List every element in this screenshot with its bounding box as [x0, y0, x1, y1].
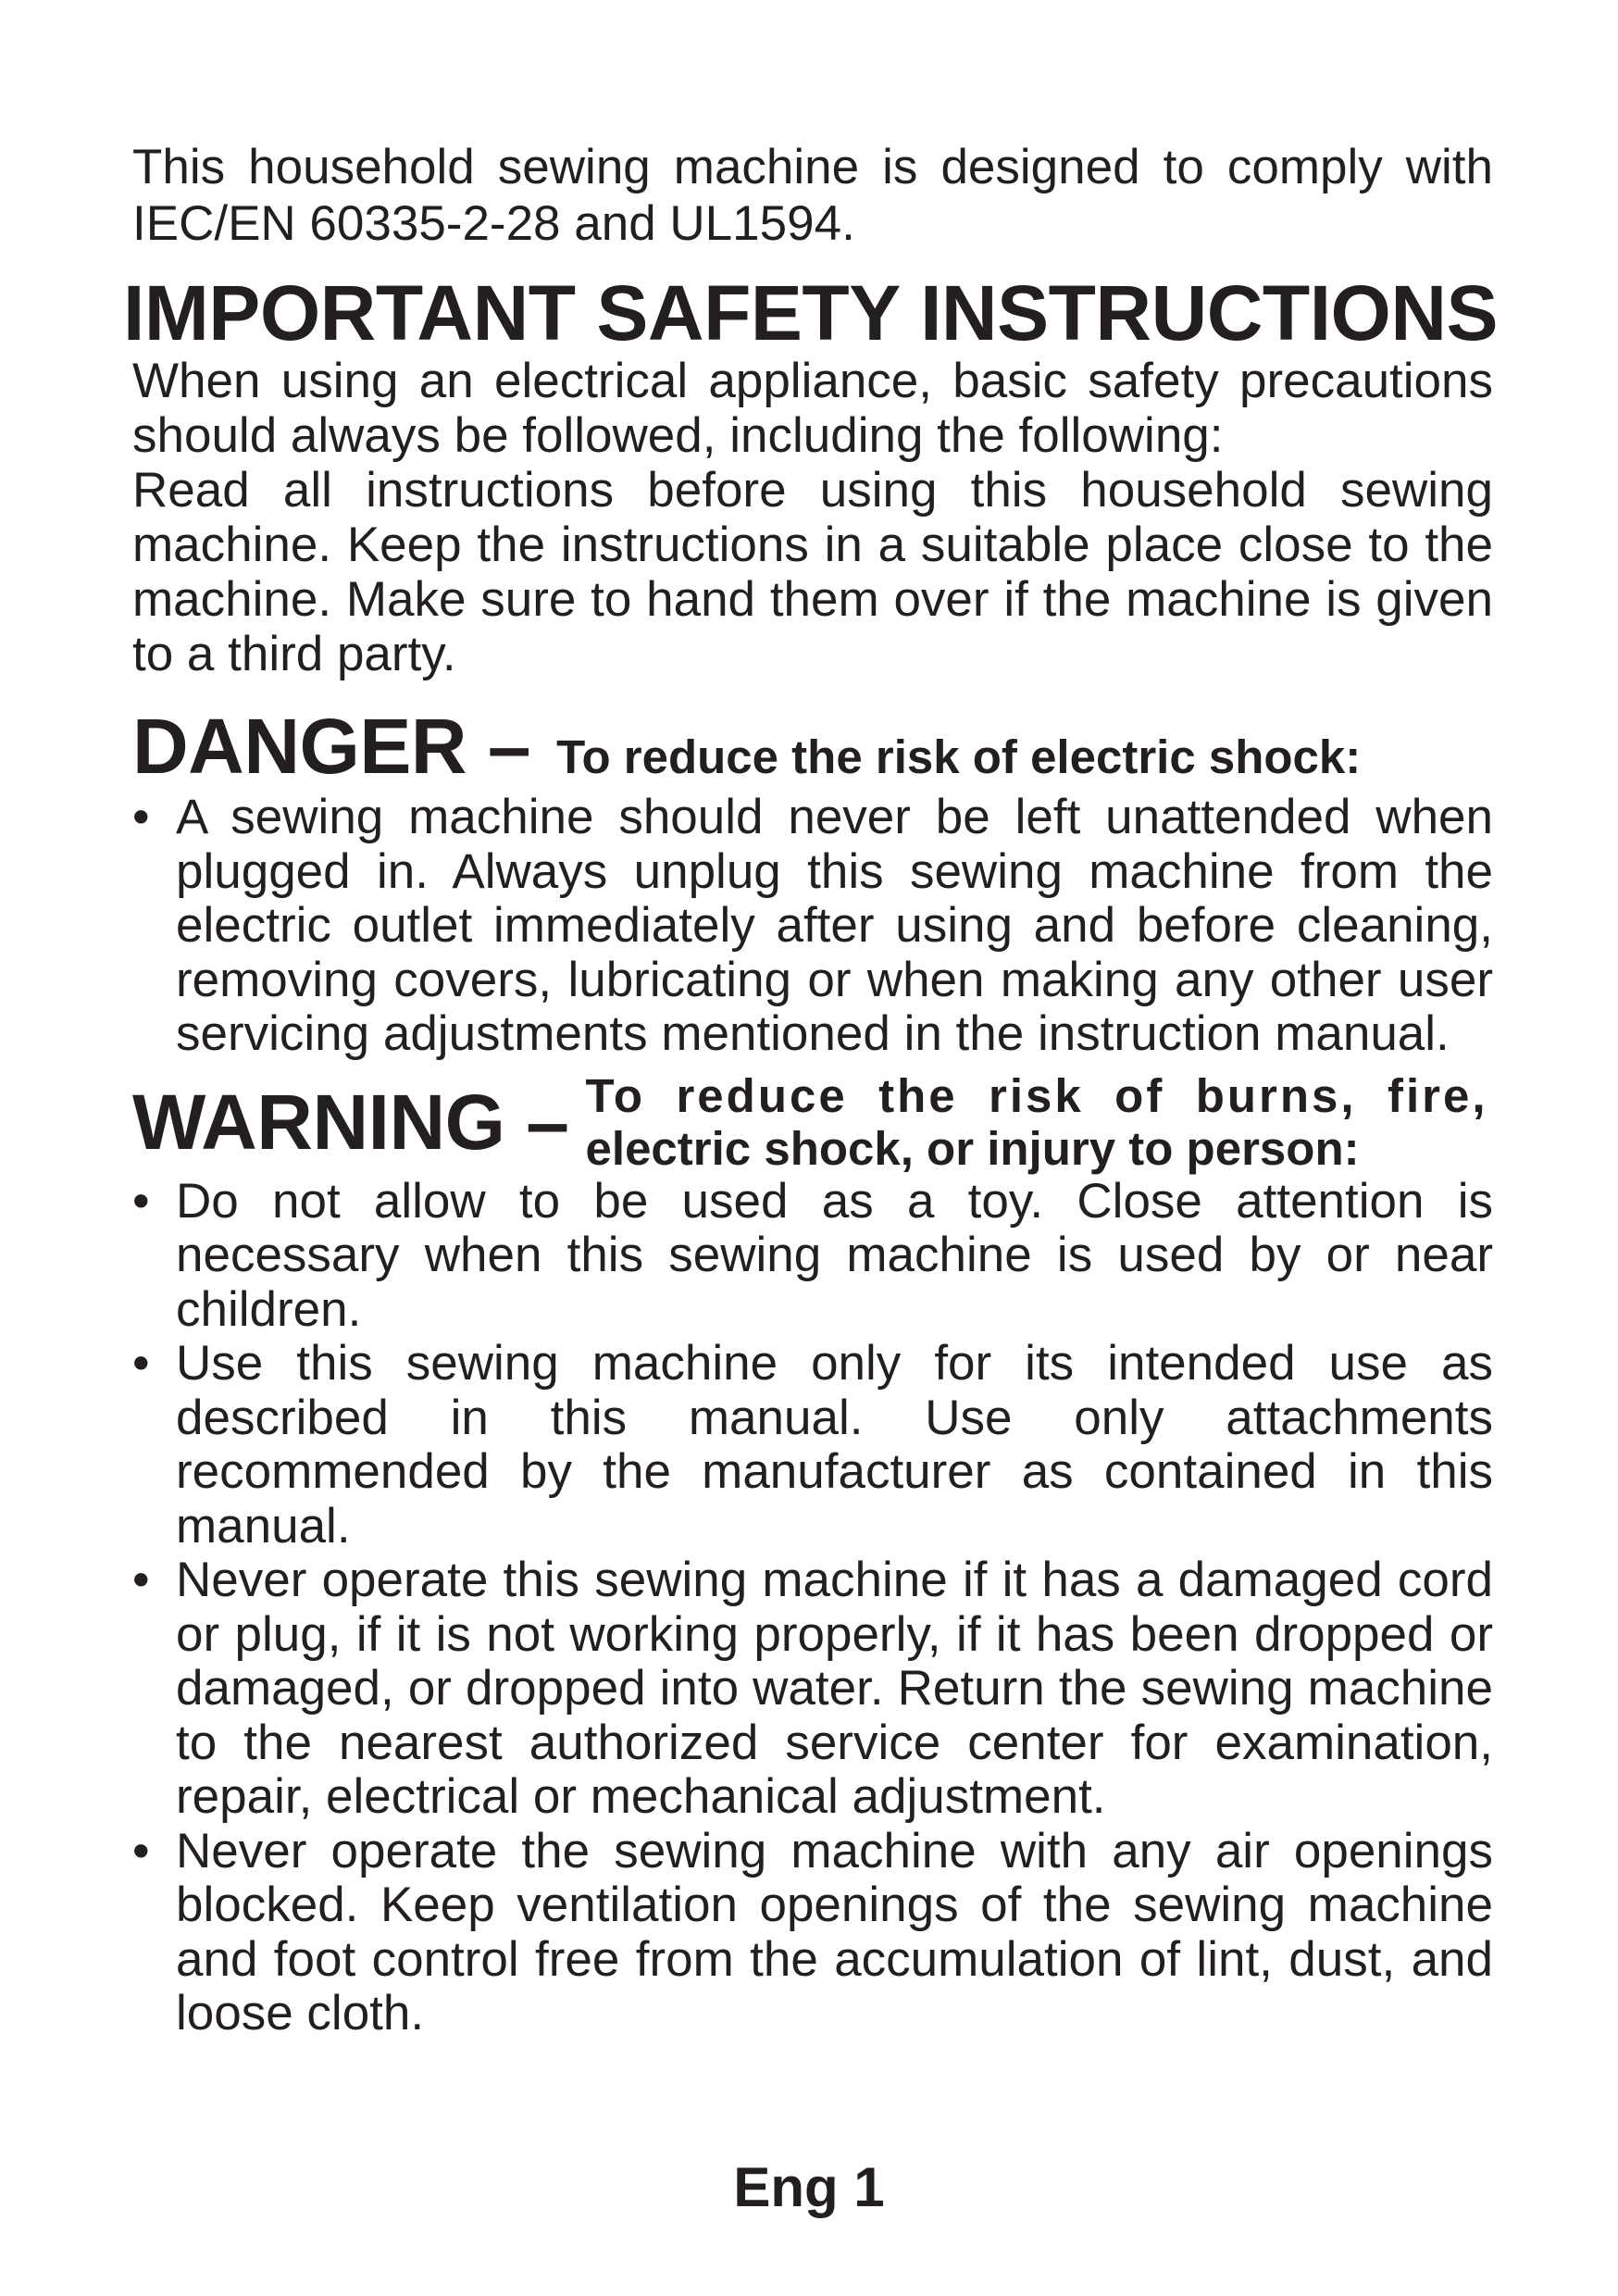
manual-page	[123, 139, 1499, 2041]
list-item	[132, 1825, 1493, 2041]
precautions-paragraph: When using an electrical appliance, basic safety precautions should always be followed, including the following:	[132, 354, 1493, 463]
warning-label: WARNING –	[132, 1078, 569, 1166]
intro-line-1: This household sewing machine is designed to comply with	[132, 140, 1493, 194]
list-item-text: Use this sewing machine only for its intended use as described in this manual. Use only attachments recommended by the manufacturer as contained in this manual.	[176, 1336, 1493, 1554]
page-title: IMPORTANT SAFETY INSTRUCTIONS	[123, 269, 1499, 356]
list-item	[132, 1554, 1493, 1825]
compliance-intro	[132, 139, 1493, 252]
warning-subheading	[586, 1069, 1488, 1175]
danger-label: DANGER –	[132, 703, 531, 790]
bullet-icon: •	[132, 790, 150, 844]
warning-subheading-line-1: To reduce the risk of burns, fire,	[585, 1068, 1488, 1122]
list-item	[132, 1337, 1493, 1554]
bullet-icon: •	[132, 1173, 150, 1229]
warning-list	[132, 1175, 1493, 2041]
list-item	[132, 1175, 1493, 1338]
page-number: Eng 1	[733, 2156, 885, 2218]
read-instructions-paragraph: Read all instructions before using this household sewing machine. Keep the instructions in a suitable place close to the machine. Make sure to hand them over if the machine is given to a third party.	[132, 463, 1493, 681]
warning-subheading-line-2: electric shock, or injury to person:	[585, 1121, 1360, 1175]
danger-heading	[132, 702, 1493, 791]
warning-heading	[132, 1069, 1493, 1175]
bullet-icon: •	[132, 1553, 150, 1607]
intro-line-2: IEC/EN 60335-2-28 and UL1594.	[132, 196, 855, 251]
danger-subheading: To reduce the risk of electric shock:	[556, 730, 1362, 783]
list-item-text: Never operate this sewing machine if it has a damaged cord or plug, if it is not working properly, if it has been dropped or damaged, or dropped into water. Return the sewing machine to the nearest authorized service center for examination, repair, electrical or mechanical adjustment.	[176, 1553, 1493, 1824]
bullet-icon: •	[132, 1823, 150, 1878]
list-item	[132, 791, 1493, 1062]
list-item-text: Never operate the sewing machine with any air openings blocked. Keep ventilation openings of the sewing machine and foot control free from the accumulation of lint, dust, and loose cloth.	[176, 1823, 1493, 2040]
bullet-icon: •	[132, 1336, 150, 1391]
danger-list	[132, 791, 1493, 1062]
list-item-text: Do not allow to be used as a toy. Close attention is necessary when this sewing machine is used by or near children.	[176, 1173, 1493, 1337]
list-item-text: A sewing machine should never be left unattended when plugged in. Always unplug this sewing machine from the electric outlet immediately after using and before cleaning, removing covers, lubricating or when making any other user servicing adjustments mentioned in the instruction manual.	[176, 790, 1493, 1061]
